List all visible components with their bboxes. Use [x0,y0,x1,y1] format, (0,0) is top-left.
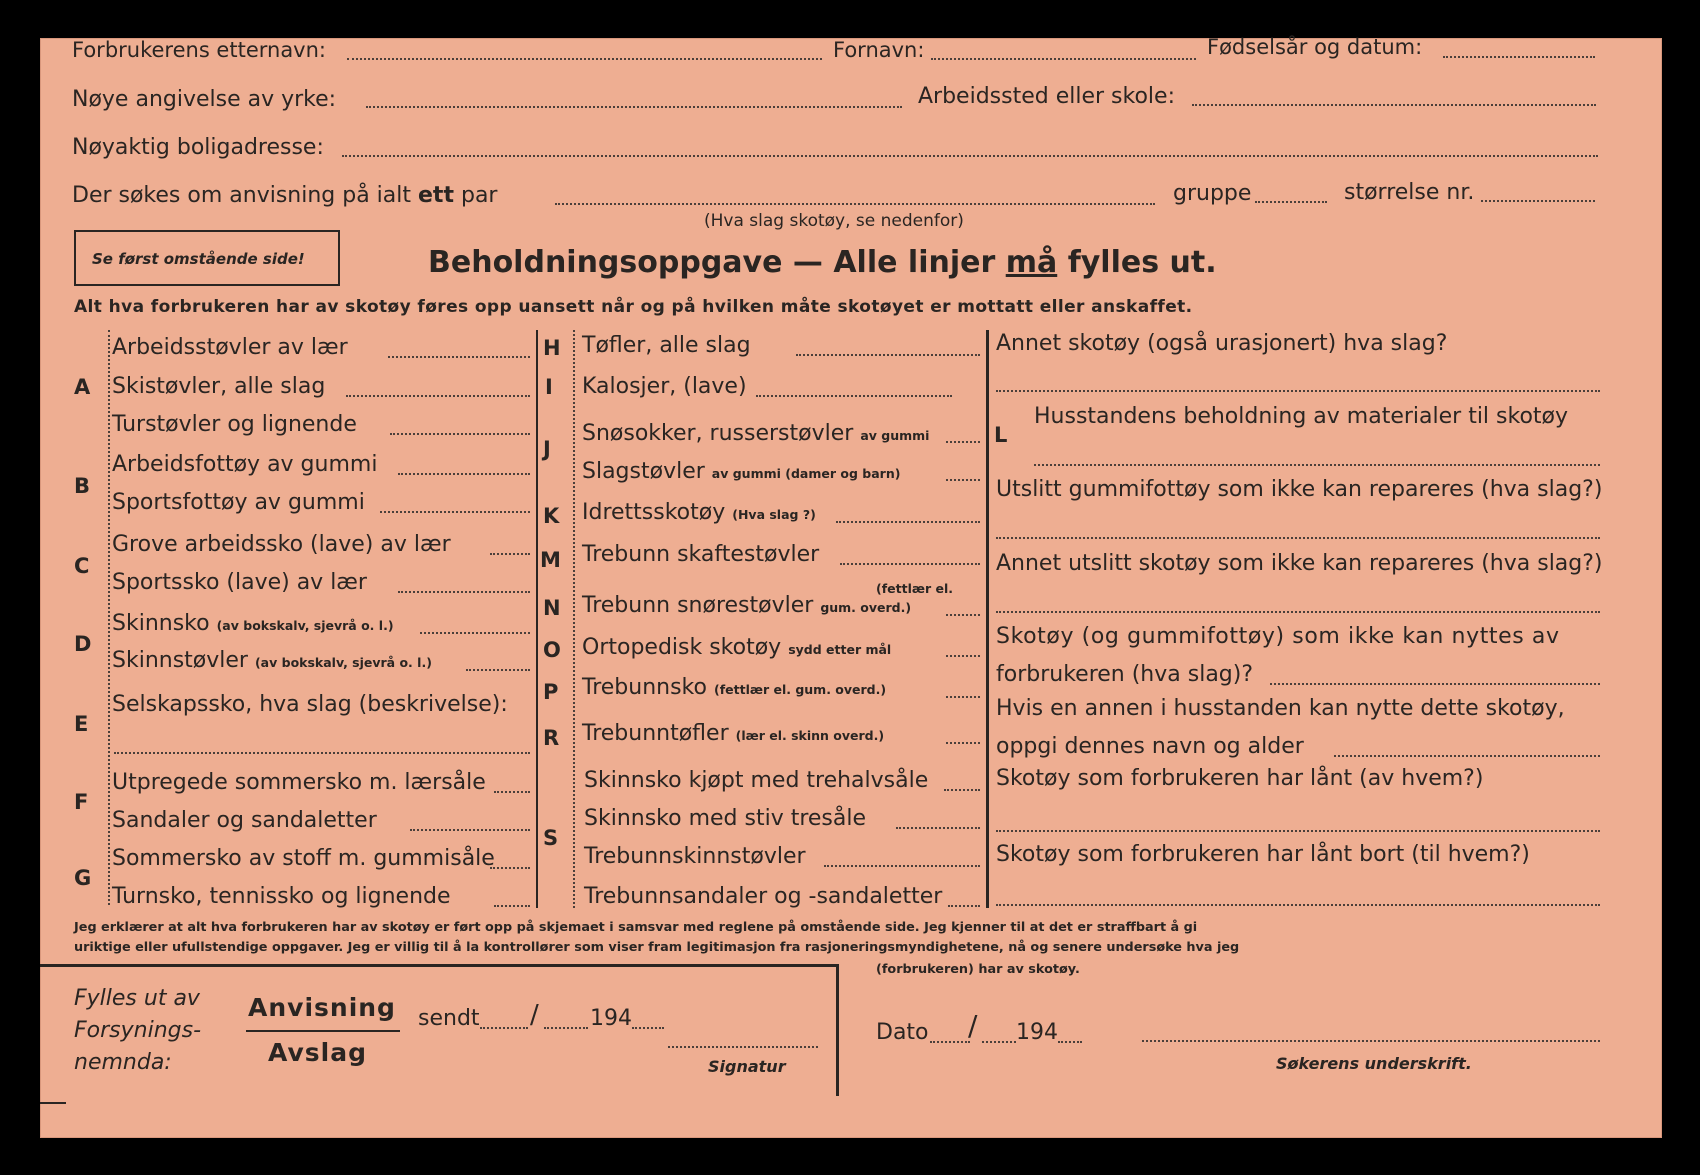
applicant-signature-label: Søkerens underskrift. [1276,1054,1472,1073]
item-slagstovler [582,459,900,487]
office-box-top [40,964,836,967]
letter-i: I [545,375,553,399]
item-grove-arbeidssko: Grove arbeidssko (lave) av lær [112,532,451,557]
item-skinnsko-tresale: Skinnsko med stiv tresåle [584,806,867,831]
surname-field[interactable] [347,58,822,60]
sent-month-field[interactable] [544,1027,588,1029]
item-arbeidsstovler: Arbeidsstøvler av lær [112,335,348,360]
letter-j: J [543,437,551,461]
section-subtitle: Alt hva forbrukeren har av skotøy føres opp uansett når og på hvilken måte skotøyet er mottatt eller anskaffet. [74,297,1193,317]
item-turnsko: Turnsko, tennissko og lignende [112,884,451,909]
field-lant-bort[interactable] [996,904,1600,906]
item-sommersko-stoff: Sommersko av stoff m. gummisåle [112,846,495,871]
field-sommersko-laer[interactable] [494,791,530,793]
col2-col3-divider [986,330,989,908]
section-title-a: Beholdningsoppgave — Alle linjer [428,245,996,280]
group-field[interactable] [1255,201,1327,203]
field-skinnsko-trehalvsale[interactable] [944,789,980,791]
field-utslitt-gummi[interactable] [996,537,1600,539]
date-slash: / [968,1009,978,1042]
letter-m: M [540,548,561,572]
field-arbeidsstovler[interactable] [388,356,530,358]
field-selskapssko[interactable] [114,752,530,754]
birth-label: Fødselsår og datum: [1207,35,1423,59]
field-trebunn-skaftestovler[interactable] [840,563,980,565]
request-hint: (Hva slag skotøy, se nedenfor) [704,211,964,231]
request-prefix: Der søkes om anvisning på ialt [72,183,412,208]
item-trebunn-snorestovler [582,593,911,621]
item-materialer: Husstandens beholdning av materialer til skotøy [1034,404,1569,429]
declaration-line-1: Jeg erklærer at alt hva forbrukeren har av skotøy er ført opp på skjemaet i samsvar med reglene på omstående side. Jeg kjenner til at det er straffbart å gi [74,920,1198,935]
size-label: størrelse nr. [1344,180,1475,205]
field-turnsko[interactable] [494,905,530,907]
field-ikke-nyttes[interactable] [1270,683,1600,685]
item-annet-skotoy: Annet skotøy (også urasjonert) hva slag? [996,331,1448,356]
request-label [72,183,497,209]
field-idrettsskotoy[interactable] [836,521,980,523]
item-skinnsko [112,611,394,639]
item-utslitt-gummi: Utslitt gummifottøy som ikke kan repareres (hva slag?) [996,477,1603,502]
sent-year: 194 [590,1006,632,1031]
skinnstovler-label: Skinnstøvler [112,648,248,673]
section-title-emphasis: må [1005,245,1058,280]
letter-b: B [74,474,91,498]
item-skinnstovler [112,648,432,676]
skinnstovler-note: (av bokskalv, sjevrå o. l.) [254,655,432,670]
approve-option[interactable]: Anvisning [248,993,396,1022]
size-field[interactable] [1481,200,1595,202]
field-trebunnsko[interactable] [946,696,980,698]
skinnsko-note: (av bokskalv, sjevrå o. l.) [216,618,394,633]
slagstovler-label: Slagstøvler [582,459,705,484]
date-year-field[interactable] [1058,1041,1082,1043]
snosokker-note: av gummi [860,428,930,443]
trebunntofler-note: (lær el. skinn overd.) [735,728,885,743]
birth-field[interactable] [1443,56,1595,58]
office-label-1: Fylles ut av [74,986,200,1011]
ortopedisk-note: sydd etter mål [788,642,892,657]
item-sommersko-laer: Utpregede sommersko m. lærsåle [112,770,486,795]
approve-reject-divider [246,1030,400,1032]
col1-letter-divider [108,330,110,905]
slagstovler-note: av gummi (damer og barn) [711,466,901,481]
item-sandaler: Sandaler og sandaletter [112,808,377,833]
declaration-line-2: uriktige eller ufullstendige oppgaver. Jeg er villig til å la kontrollører som viser fram legitimasjon fra rasjoneringsmyndighetene, nå og senere undersøke hva jeg [74,940,1240,955]
firstname-label: Fornavn: [833,38,925,62]
field-materialer[interactable] [1034,464,1600,466]
item-trebunntofler [582,721,884,749]
request-bold: ett [418,183,454,208]
field-skistovler[interactable] [346,395,530,397]
section-title [428,245,1217,280]
field-trebunn-snorestovler[interactable] [946,614,980,616]
sent-day-field[interactable] [480,1027,528,1029]
field-sportsfottoy[interactable] [380,511,530,513]
field-arbeidsfottoy[interactable] [398,473,530,475]
date-month-field[interactable] [982,1041,1016,1043]
request-field[interactable] [555,203,1155,205]
item-skistovler: Skistøvler, alle slag [112,374,326,399]
col2-letter-divider [573,330,575,908]
letter-o: O [543,638,561,662]
workplace-field[interactable] [1192,104,1596,106]
item-arbeidsfottoy: Arbeidsfottøy av gummi [112,452,378,477]
ortopedisk-label: Ortopedisk skotøy [582,635,782,660]
col1-col2-divider [536,330,538,908]
field-sommersko-stoff[interactable] [490,867,530,869]
trebunnsko-note: (fettlær el. gum. overd.) [713,682,887,697]
letter-h: H [543,336,561,360]
letter-r: R [543,726,560,750]
date-day-field[interactable] [930,1041,970,1043]
declaration-line-3: (forbrukeren) har av skotøy. [876,962,1080,977]
sent-year-field[interactable] [632,1027,664,1029]
group-label: gruppe [1173,181,1252,206]
applicant-signature-field[interactable] [1142,1040,1600,1042]
item-selskapssko: Selskapssko, hva slag (beskrivelse): [112,692,508,717]
request-suffix: par [460,183,498,208]
item-lant-bort: Skotøy som forbrukeren har lånt bort (til hvem?) [996,842,1530,867]
field-annet-utslitt[interactable] [996,611,1600,613]
item-skinnsko-trehalvsale: Skinnsko kjøpt med trehalvsåle [584,768,929,793]
sent-slash: / [530,1000,539,1030]
field-skinnsko[interactable] [420,632,530,634]
occupation-label: Nøye angivelse av yrke: [72,87,337,112]
reject-option[interactable]: Avslag [268,1038,367,1067]
letter-p: P [543,680,559,704]
field-annet-skotoy[interactable] [996,390,1600,392]
corner-mark [40,1102,66,1104]
snosokker-label: Snøsokker, russerstøvler [582,421,854,446]
field-trebunnskinnstovler[interactable] [824,865,980,867]
item-sportssko: Sportssko (lave) av lær [112,570,367,595]
field-slagstovler[interactable] [946,479,980,481]
field-snosokker[interactable] [946,441,980,443]
snorestovler-note-a: (fettlær el. [876,581,953,596]
address-field[interactable] [342,155,1598,157]
idrettsskotoy-label: Idrettsskotøy [582,500,726,525]
office-box-right [836,964,839,1096]
item-idrettsskotoy [582,500,816,528]
letter-s: S [543,826,559,850]
notice-text: Se først omstående side! [92,250,305,268]
snorestovler-label: Trebunn snørestøvler [582,593,814,618]
field-turstovler[interactable] [390,433,530,435]
occupation-field[interactable] [366,106,902,108]
date-label: Dato [876,1020,929,1045]
date-year: 194 [1016,1020,1058,1045]
office-label-2: Forsynings- [74,1018,202,1043]
office-label-3: nemnda: [74,1050,172,1075]
item-trebunnskinnstovler: Trebunnskinnstøvler [584,844,806,869]
item-ikke-nyttes-1: Skotøy (og gummifottøy) som ikke kan nyttes av [996,624,1560,649]
address-label: Nøyaktig boligadresse: [72,135,324,160]
item-annet-utslitt: Annet utslitt skotøy som ikke kan repareres (hva slag?) [996,551,1603,576]
item-ikke-nyttes-2: forbrukeren (hva slag)? [996,662,1254,687]
item-snosokker [582,421,929,449]
item-trebunnsandaler: Trebunnsandaler og -sandaletter [584,884,943,909]
signature-label: Signatur [708,1057,786,1076]
trebunntofler-label: Trebunntøfler [582,721,729,746]
letter-k: K [543,504,560,528]
idrettsskotoy-note: (Hva slag ?) [732,507,816,522]
section-title-c: fylles ut. [1067,245,1217,280]
signature-field[interactable] [668,1046,818,1048]
field-skinnsko-tresale[interactable] [896,827,980,829]
letter-e: E [74,712,89,736]
letter-g: G [74,866,92,890]
field-sportssko[interactable] [398,591,530,593]
letter-l: L [994,423,1008,447]
item-sportsfottoy: Sportsfottøy av gummi [112,490,365,515]
field-tofler[interactable] [796,354,980,356]
field-sandaler[interactable] [410,829,530,831]
item-lant: Skotøy som forbrukeren har lånt (av hvem?) [996,766,1484,791]
letter-d: D [74,632,92,656]
item-trebunnsko [582,675,886,703]
field-ortopedisk[interactable] [946,655,980,657]
trebunnsko-label: Trebunnsko [582,675,707,700]
field-skinnstovler[interactable] [466,669,530,671]
item-kalosjer: Kalosjer, (lave) [582,374,747,399]
field-annen-husstand[interactable] [1334,755,1600,757]
item-annen-husstand-2: oppgi dennes navn og alder [996,734,1304,759]
surname-label: Forbrukerens etternavn: [72,38,326,62]
letter-n: N [543,596,561,620]
sent-label: sendt [418,1006,480,1031]
letter-f: F [74,790,89,814]
letter-a: A [74,375,91,399]
workplace-label: Arbeidssted eller skole: [918,84,1175,109]
item-ortopedisk [582,635,891,663]
item-annen-husstand-1: Hvis en annen i husstanden kan nytte dette skotøy, [996,696,1565,721]
firstname-field[interactable] [931,58,1196,60]
field-trebunntofler[interactable] [946,742,980,744]
field-trebunnsandaler[interactable] [948,905,980,907]
item-turstovler: Turstøvler og lignende [112,412,357,437]
letter-c: C [74,554,90,578]
skinnsko-label: Skinnsko [112,611,210,636]
field-kalosjer[interactable] [756,395,952,397]
item-tofler: Tøfler, alle slag [582,333,751,358]
field-grove-arbeidssko[interactable] [490,553,530,555]
snorestovler-note-b: gum. overd.) [820,600,912,615]
field-lant[interactable] [996,830,1600,832]
item-trebunn-skaftestovler: Trebunn skaftestøvler [582,542,820,567]
